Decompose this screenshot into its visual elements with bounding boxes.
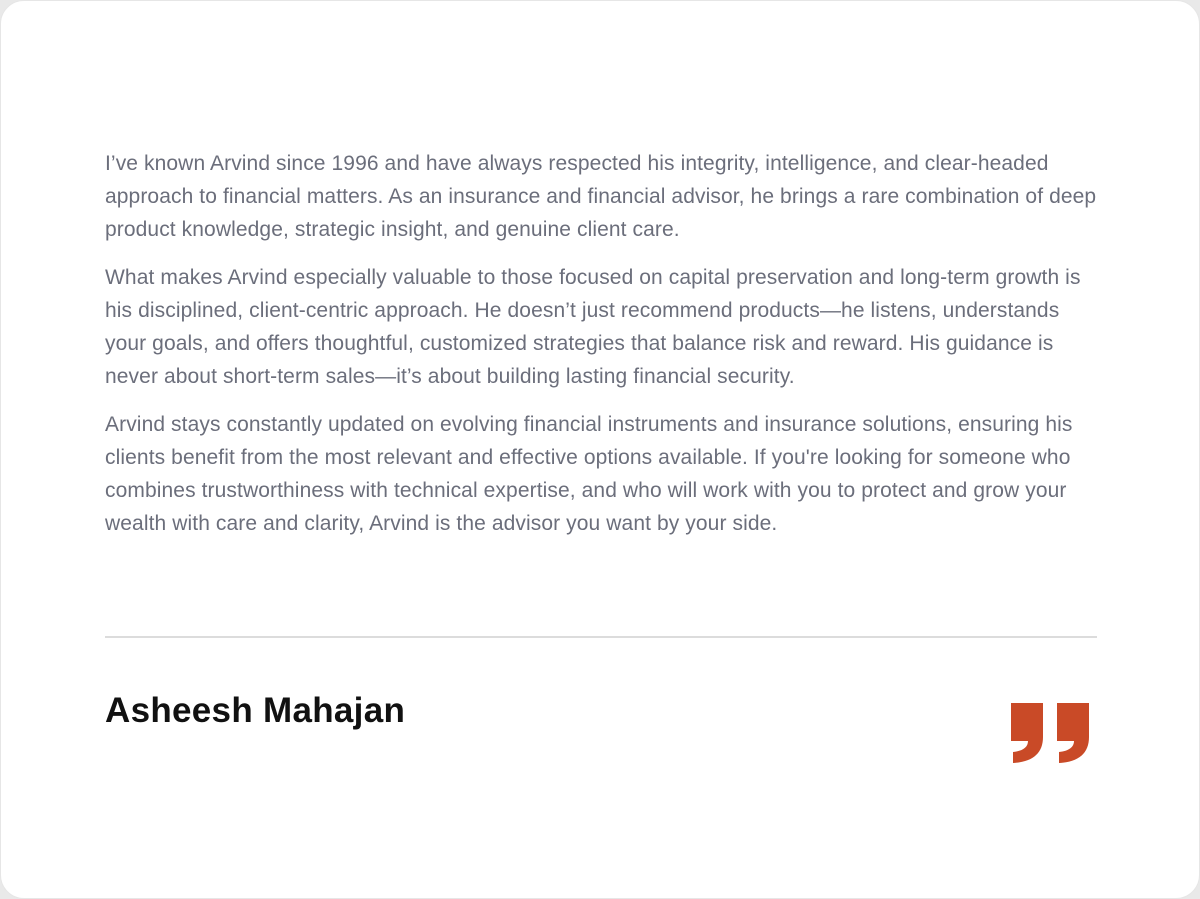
divider xyxy=(105,636,1097,638)
quote-mark-right xyxy=(1057,703,1089,763)
testimonial-text xyxy=(105,147,1100,555)
testimonial-paragraph-3: Arvind stays constantly updated on evolving financial instruments and insurance solutions, ensuring his clients benefit from the most relevant and effective options available. If you're looking for someone who combines trustworthiness with technical expertise, and who will work with you to protect and grow your wealth with care and clarity, Arvind is the advisor you want by your side. xyxy=(105,413,1073,535)
closing-quote-icon xyxy=(1009,701,1091,765)
testimonial-paragraph-2: What makes Arvind especially valuable to those focused on capital preservation and long-term growth is his disciplined, client-centric approach. He doesn’t just recommend products—he listens, understands your goals, and offers thoughtful, customized strategies that balance risk and reward. His guidance is never about short-term sales—it’s about building lasting financial security. xyxy=(105,266,1081,388)
testimonial-paragraph-1: I’ve known Arvind since 1996 and have always respected his integrity, intelligence, and clear-headed approach to financial matters. As an insurance and financial advisor, he brings a rare combination of deep product knowledge, strategic insight, and genuine client care. xyxy=(105,152,1097,241)
quote-mark-left xyxy=(1011,703,1043,763)
author-name: Asheesh Mahajan xyxy=(105,691,406,730)
